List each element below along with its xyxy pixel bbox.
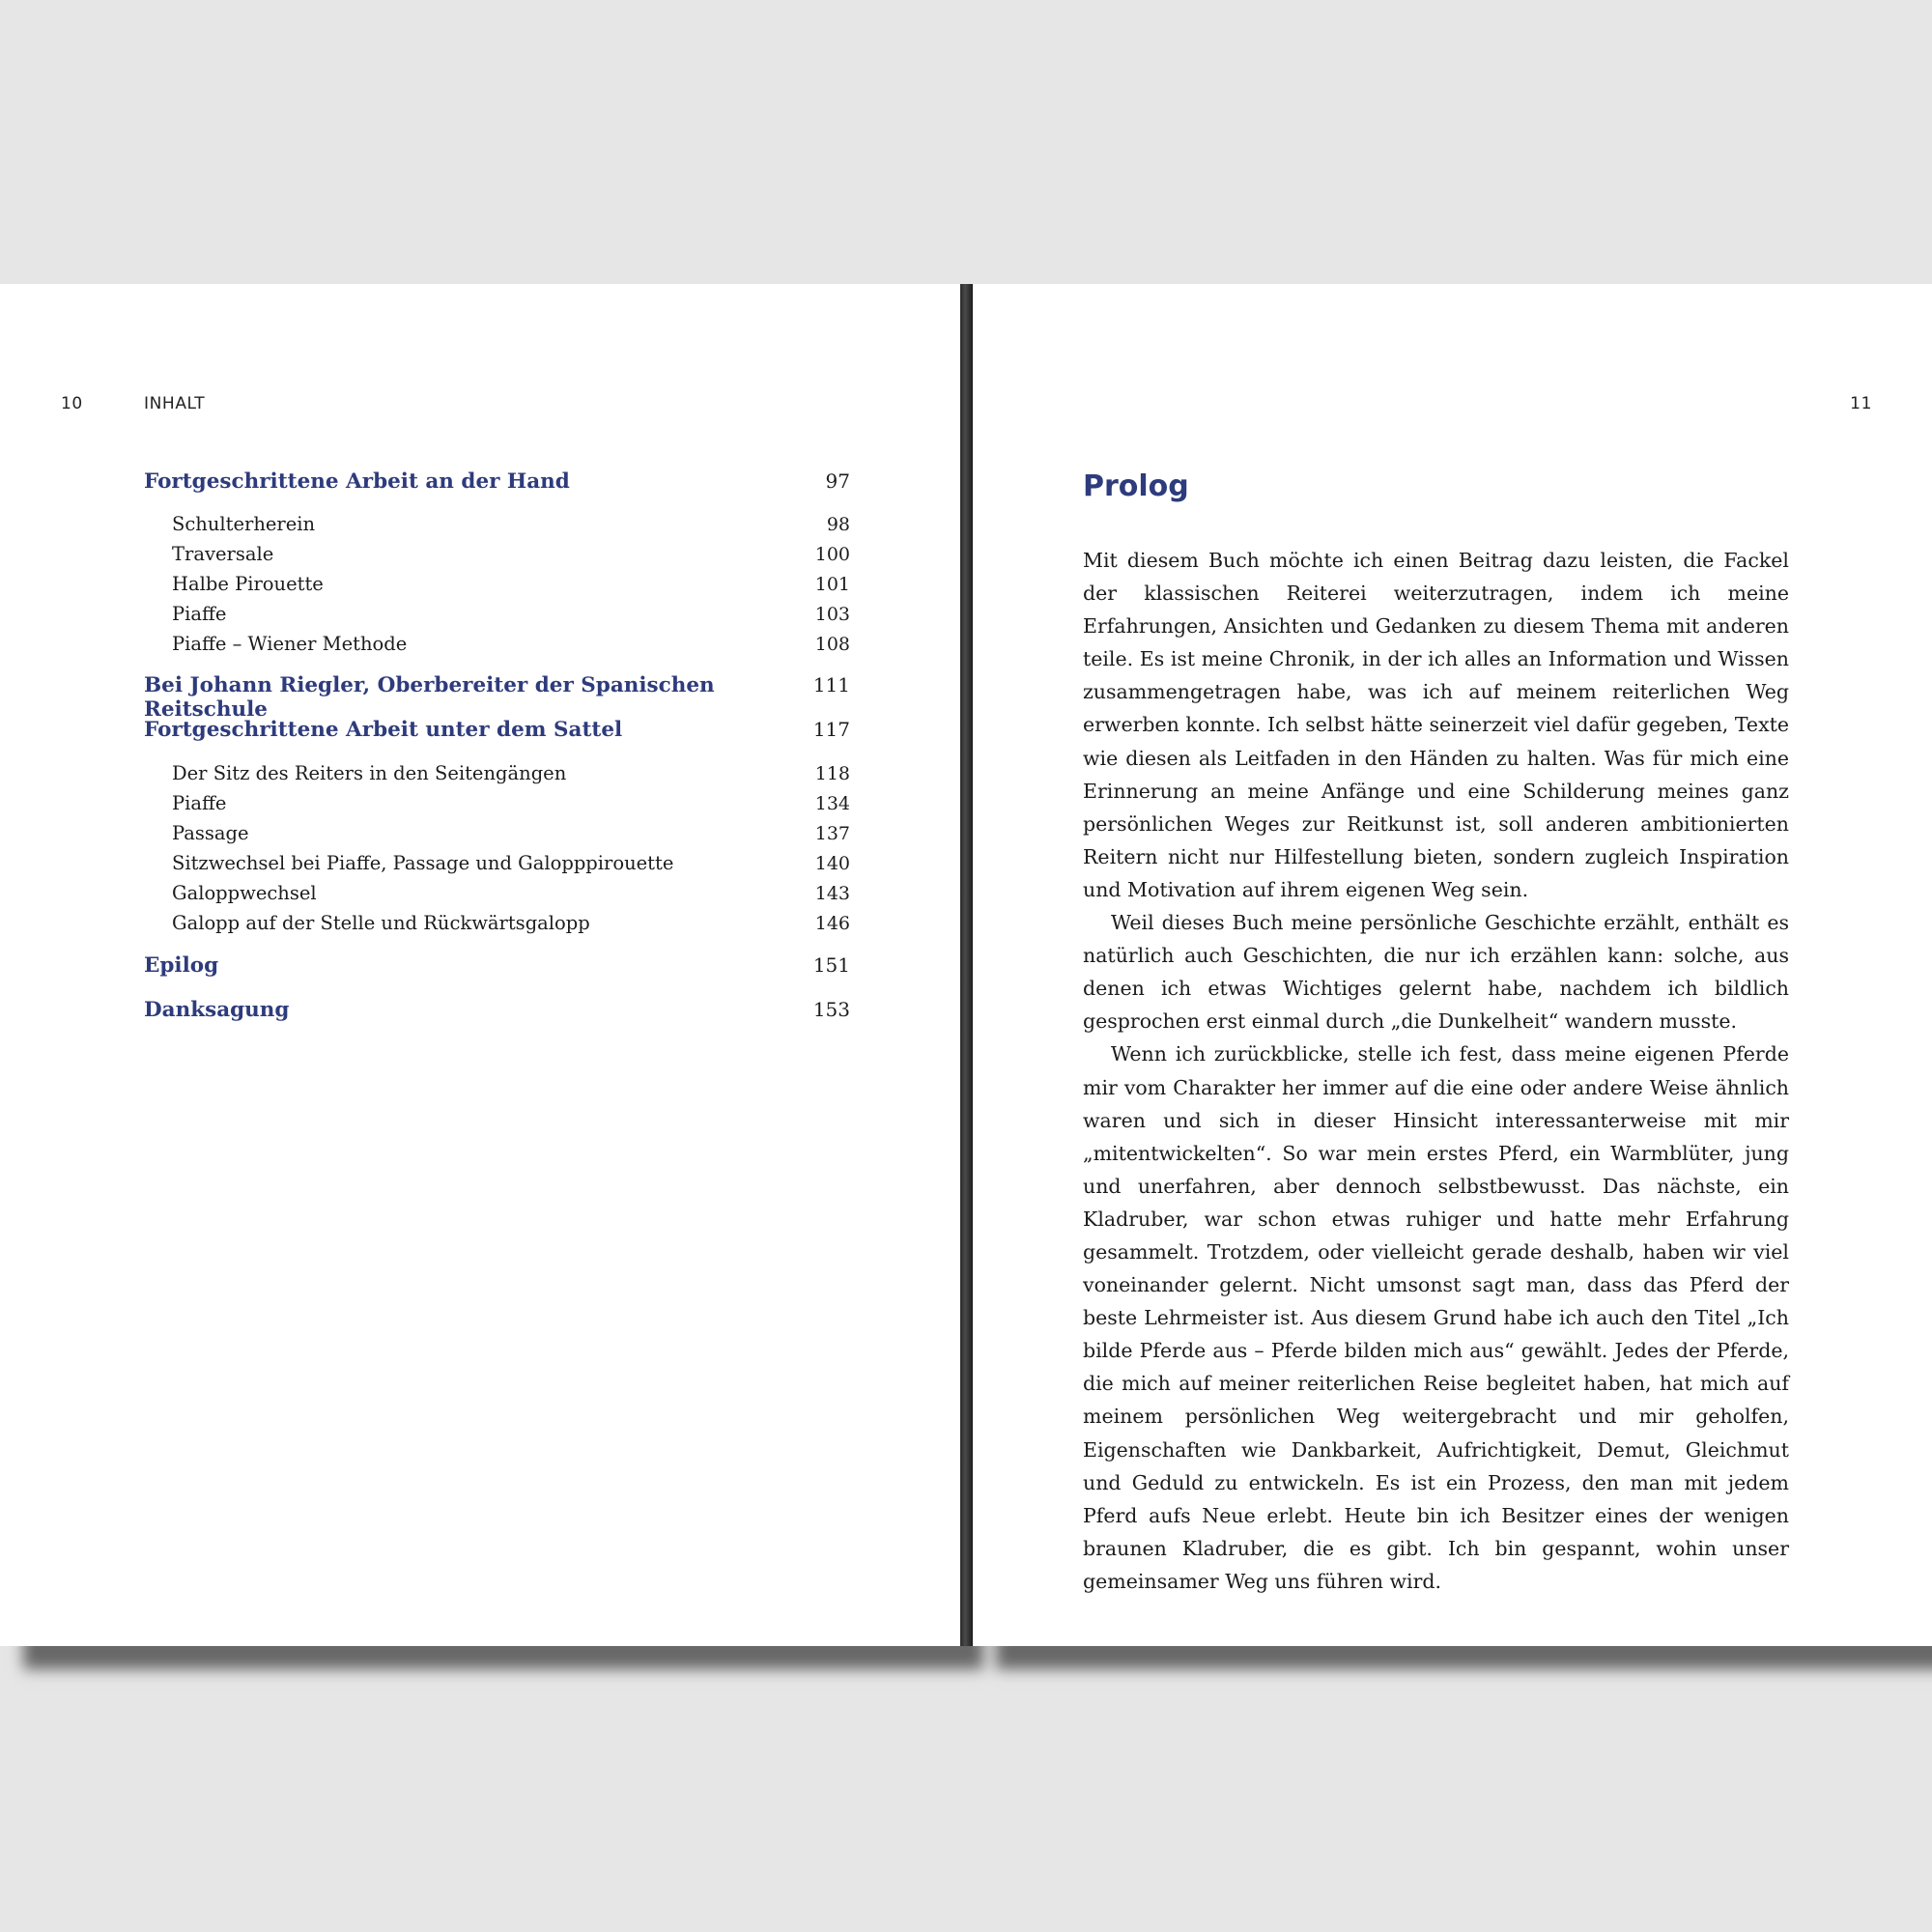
toc-entry-title: Fortgeschrittene Arbeit an der Hand xyxy=(144,469,570,494)
toc-entry-title: Galoppwechsel xyxy=(172,882,317,904)
running-head: INHALT xyxy=(144,394,206,413)
toc-entry-title: Schulterherein xyxy=(172,513,316,535)
toc-entry-section[interactable] xyxy=(172,543,850,565)
chapter-title: Prolog xyxy=(1083,469,1189,503)
toc-entry-title: Fortgeschrittene Arbeit unter dem Sattel xyxy=(144,718,623,742)
toc-entry-page: 151 xyxy=(812,953,850,977)
toc-entry-section[interactable] xyxy=(172,882,850,904)
toc-entry-page: 140 xyxy=(814,853,850,874)
toc-entry-page: 101 xyxy=(814,574,850,595)
toc-entry-page: 153 xyxy=(812,998,850,1021)
toc-entry-chapter[interactable] xyxy=(144,673,850,722)
toc-entry-chapter[interactable] xyxy=(144,998,850,1022)
toc-entry-title: Piaffe xyxy=(172,792,227,814)
toc-entry-section[interactable] xyxy=(172,822,850,844)
toc-entry-chapter[interactable] xyxy=(144,953,850,978)
toc-entry-page: 137 xyxy=(814,823,850,844)
toc-entry-page: 117 xyxy=(812,718,850,741)
toc-entry-section[interactable] xyxy=(172,792,850,814)
paragraph: Mit diesem Buch möchte ich einen Beitrag dazu leisten, die Fackel der klassischen Reiterei weiterzutragen, indem ich meine Erfahrungen, Ansichten und Gedanken zu diesem Thema mit anderen teile. Es ist meine Chronik, in der ich alles an Information und Wissen zusammengetragen habe, was ich auf meinem reiterlichen Weg erwerben konnte. Ich selbst hätte seinerzeit viel dafür gegeben, Texte wie diesen als Leitfaden in den Händen zu halten. Was für mich eine Erinnerung an meine Anfänge und eine Schilderung meines ganz persönlichen Weges zur Reitkunst ist, soll anderen ambitionierten Reitern nicht nur Hilfestellung bieten, sondern zugleich Inspiration und Motivation auf ihrem eigenen Weg sein. xyxy=(1083,549,1789,901)
toc-entry-section[interactable] xyxy=(172,573,850,595)
toc-entry-chapter[interactable] xyxy=(144,469,850,494)
toc-entry-page: 108 xyxy=(814,634,850,655)
toc-entry-page: 118 xyxy=(814,763,850,784)
toc-entry-page: 134 xyxy=(814,793,850,814)
toc-entry-title: Halbe Pirouette xyxy=(172,573,324,595)
toc-entry-section[interactable] xyxy=(172,513,850,535)
toc-entry-page: 97 xyxy=(825,469,850,493)
toc-entry-page: 103 xyxy=(814,604,850,625)
toc-entry-section[interactable] xyxy=(172,912,850,934)
toc-entry-section[interactable] xyxy=(172,603,850,625)
toc-entry-title: Der Sitz des Reiters in den Seitengängen xyxy=(172,762,567,784)
toc-entry-title: Bei Johann Riegler, Oberbereiter der Spanischen Reitschule xyxy=(144,673,715,722)
toc-entry-chapter[interactable] xyxy=(144,718,850,742)
toc-entry-title: Danksagung xyxy=(144,998,290,1022)
paragraph: Weil dieses Buch meine persönliche Geschichte erzählt, enthält es natürlich auch Geschichten, die nur ich erzählen kann: solche, aus denen ich etwas Wichtiges gelernt habe, nachdem ich bildlich gesprochen erst einmal durch „die Dunkelheit“ wandern musste. xyxy=(1083,911,1789,1034)
toc-entry-section[interactable] xyxy=(172,852,850,874)
toc-entry-title: Galopp auf der Stelle und Rückwärtsgalopp xyxy=(172,912,590,934)
toc-entry-page: 146 xyxy=(814,913,850,934)
right-page-number: 11 xyxy=(1850,394,1872,413)
toc-entry-page: 143 xyxy=(814,883,850,904)
body-text xyxy=(1083,544,1789,1598)
paragraph: Wenn ich zurückblicke, stelle ich fest, dass meine eigenen Pferde mir vom Charakter her immer auf die eine oder andere Weise ähnlich waren und sich in dieser Hinsicht interessanterweise mit mir „mitentwickelten“. So war mein erstes Pferd, ein Warmblüter, jung und unerfahren, aber dennoch selbstbewusst. Das nächste, ein Kladruber, war schon etwas ruhiger und hatte mehr Erfahrung gesammelt. Trotzdem, oder vielleicht gerade deshalb, haben wir viel voneinander gelernt. Nicht umsonst sagt man, dass das Pferd der beste Lehrmeister ist. Aus diesem Grund habe ich auch den Titel „Ich bilde Pferde aus – Pferde bilden mich aus“ gewählt. Jedes der Pferde, die mich auf meiner reiterlichen Reise begleitet haben, hat mich auf meinem persönlichen Weg weitergebracht und mir geholfen, Eigenschaften wie Dankbarkeit, Aufrichtigkeit, Demut, Gleichmut und Geduld zu entwickeln. Es ist ein Prozess, den man mit jedem Pferd aufs Neue erlebt. Heute bin ich Besitzer eines der wenigen braunen Kladruber, die es gibt. Ich bin gespannt, wohin unser gemeinsamer Weg uns führen wird. xyxy=(1083,1042,1789,1593)
toc-entry-title: Passage xyxy=(172,822,249,844)
left-page-number: 10 xyxy=(61,394,83,413)
toc-entry-title: Sitzwechsel bei Piaffe, Passage und Galopppirouette xyxy=(172,852,674,874)
toc-entry-title: Epilog xyxy=(144,953,219,978)
toc-entry-page: 100 xyxy=(814,544,850,565)
toc-entry-title: Piaffe – Wiener Methode xyxy=(172,633,408,655)
toc-entry-page: 111 xyxy=(812,673,850,696)
toc-entry-title: Piaffe xyxy=(172,603,227,625)
toc-entry-section[interactable] xyxy=(172,762,850,784)
book-spine xyxy=(960,284,973,1646)
toc-entry-page: 98 xyxy=(826,514,850,535)
toc-entry-title: Traversale xyxy=(172,543,274,565)
toc-entry-section[interactable] xyxy=(172,633,850,655)
